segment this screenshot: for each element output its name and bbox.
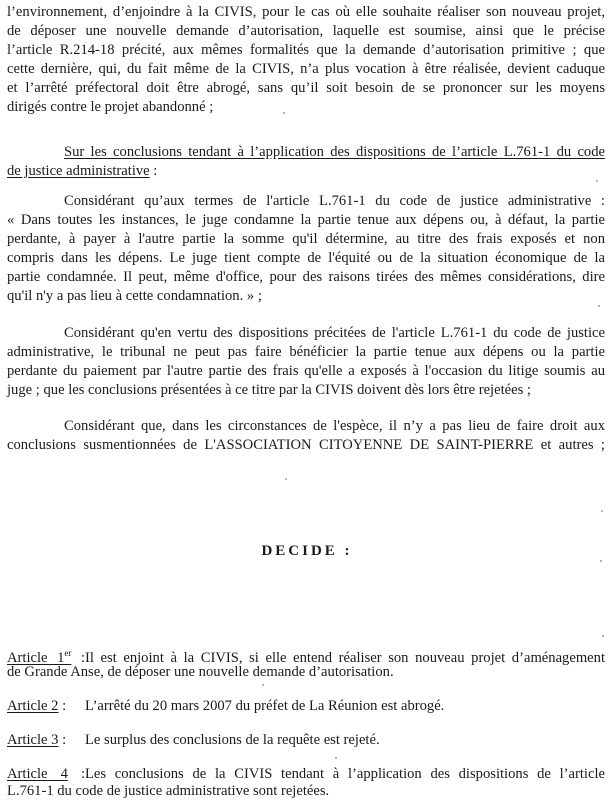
article-text: de Grande Anse, de déposer une nouvelle demande d’autorisation. [7, 664, 394, 680]
text-line: qu'il n'y a pas lieu à cette condamnation. » ; [7, 288, 262, 304]
text-line: Considérant qu'en vertu des dispositions précitées de l'article L.761-1 du code de justice [64, 325, 605, 341]
text-line: Considérant qu’aux termes de l'article L.761-1 du code de justice administrative : [64, 193, 605, 209]
article-label: Article 2 : [7, 698, 67, 714]
text-line: perdante du paiement par l'autre partie des frais qu'elle a exposés à l'occasion du litige soumis au [7, 363, 605, 379]
text-line: de déposer une nouvelle demande d’autorisation, laquelle est soumise, ainsi que le précise [7, 23, 605, 39]
section-heading-line-2: de justice administrative [7, 163, 150, 179]
text-line: partie condamnée. Il peut, même d'office, pour des raisons tirées des mêmes considérations, dire [7, 269, 605, 285]
scan-speck [602, 635, 604, 637]
text-line: conclusions susmentionnées de L'ASSOCIATION CITOYENNE DE SAINT-PIERRE et autres ; [7, 437, 605, 453]
text-line: « Dans toutes les instances, le juge condamne la partie tenue aux dépens ou, à défaut, la partie [7, 212, 605, 228]
section-heading-colon: : [149, 163, 158, 179]
article-label: Article 4 : [7, 766, 86, 782]
scan-speck [596, 180, 598, 182]
text-line: perdante, à payer à l'autre partie la somme qu'il détermine, au titre des frais exposés et non [7, 231, 605, 247]
scan-speck [598, 305, 600, 307]
article-text: Les conclusions de la CIVIS tendant à l’application des dispositions de l’article [85, 766, 605, 782]
article-text: L’arrêté du 20 mars 2007 du préfet de La Réunion est abrogé. [85, 698, 445, 714]
text-line: juge ; que les conclusions présentées à ce titre par la CIVIS doivent dès lors être rejetées ; [7, 382, 531, 398]
text-line: Considérant que, dans les circonstances de l'espèce, il n’y a pas lieu de faire droit aux [64, 418, 605, 434]
scan-speck [262, 684, 264, 686]
text-line: l’article R.214-18 précité, aux mêmes formalités que la demande d’autorisation primitive ; que [7, 42, 605, 58]
article-label: Article 1er : [7, 648, 86, 666]
scan-speck [283, 112, 285, 114]
scan-speck [600, 560, 602, 562]
section-heading-line-1: Sur les conclusions tendant à l’application des dispositions de l’article L.761-1 du code [64, 144, 605, 160]
text-line: l’environnement, d’enjoindre à la CIVIS, pour le cas où elle souhaite réaliser son nouveau projet, [7, 4, 605, 20]
article-label: Article 3 : [7, 732, 67, 748]
text-line: et l’arrêté préfectoral doit être abrogé, sans qu’il soit besoin de se prononcer sur les moyens [7, 80, 605, 96]
text-line: administrative, le tribunal ne peut pas faire bénéficier la partie tenue aux dépens ou la partie [7, 344, 605, 360]
scan-speck [601, 510, 603, 512]
article-text: Il est enjoint à la CIVIS, si elle entend réaliser son nouveau projet d’aménagement [85, 649, 605, 666]
text-line: dirigés contre le projet abandonné ; [7, 99, 214, 115]
text-line: cette dernière, qui, du fait même de la CIVIS, n’a plus vocation à être réalisée, devient caduque [7, 61, 605, 77]
scan-speck [285, 478, 287, 480]
text-line: compris dans les dépens. Le juge tient compte de l'équité ou de la situation économique de la [7, 250, 605, 266]
decide-heading: DECIDE : [261, 543, 353, 559]
scan-speck [335, 757, 337, 759]
article-text: Le surplus des conclusions de la requête est rejeté. [85, 732, 380, 748]
article-text: L.761-1 du code de justice administrative sont rejetées. [7, 783, 330, 799]
